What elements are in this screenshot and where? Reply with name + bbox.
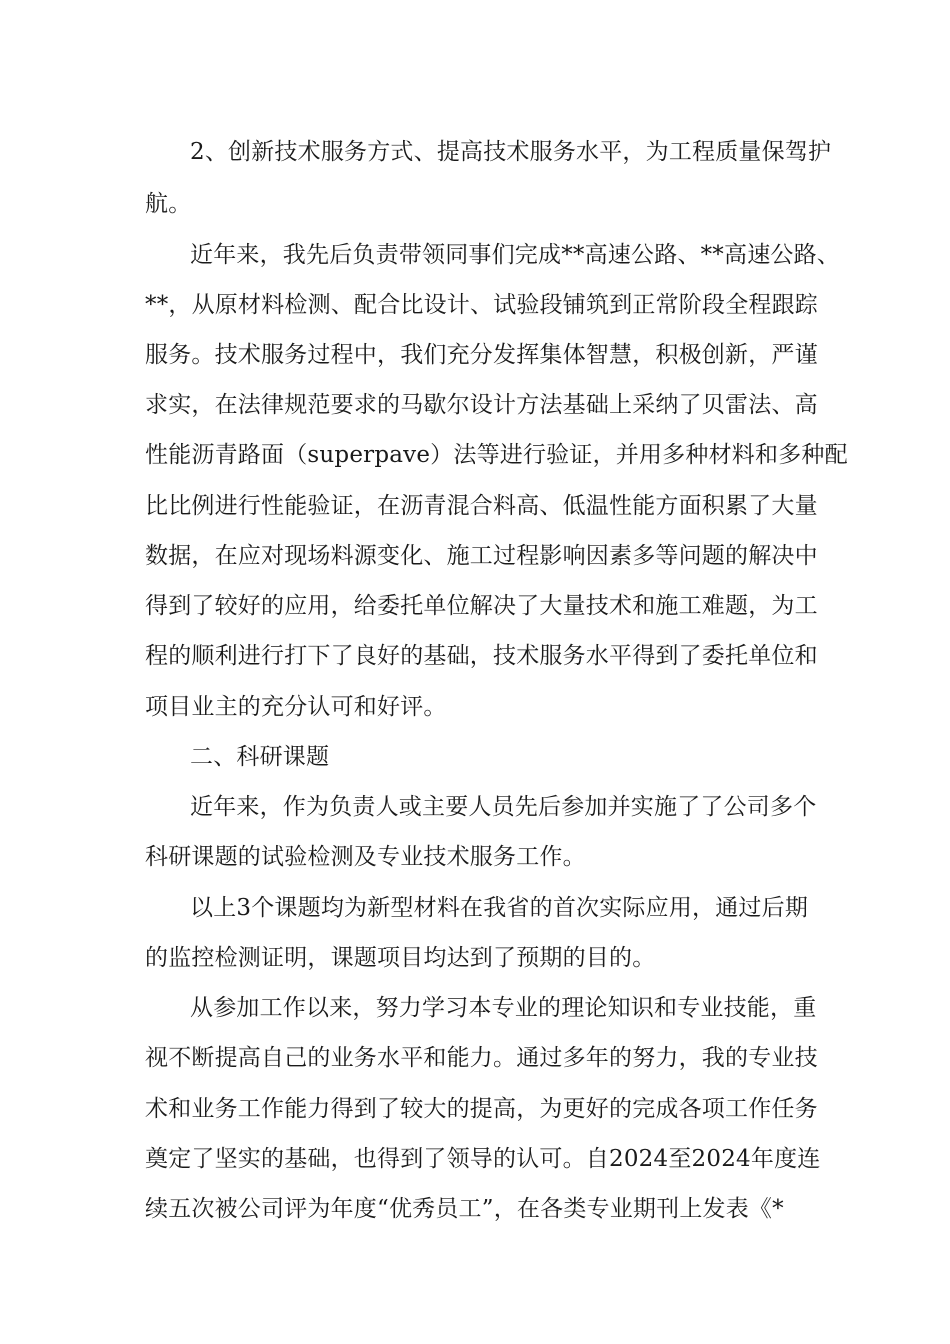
text-line: 数据，在应对现场料源变化、施工过程影响因素多等问题的解决中 [145,543,818,569]
section-heading: 二、科研课题 [190,744,330,770]
text-line: 航。 [145,191,192,217]
text-line: 比比例进行性能验证，在沥青混合料高、低温性能方面积累了大量 [145,493,818,519]
text-line: 项目业主的充分认可和好评。 [145,694,447,720]
text-line: 奠定了坚实的基础，也得到了领导的认可。自2024至2024年度连 [145,1146,821,1172]
text-line: 近年来，我先后负责带领同事们完成**高速公路、**高速公路、 [190,242,840,268]
text-line: 近年来，作为负责人或主要人员先后参加并实施了了公司多个 [190,794,817,820]
text-line: 程的顺利进行打下了良好的基础，技术服务水平得到了委托单位和 [145,643,818,669]
text-line: 的监控检测证明，课题项目均达到了预期的目的。 [145,945,656,971]
text-line: 术和业务工作能力得到了较大的提高，为更好的完成各项工作任务 [145,1096,818,1122]
text-line: **，从原材料检测、配合比设计、试验段铺筑到正常阶段全程跟踪 [145,292,818,318]
text-line: 得到了较好的应用，给委托单位解决了大量技术和施工难题，为工 [145,593,818,619]
text-line: 求实，在法律规范要求的马歇尔设计方法基础上采纳了贝雷法、高 [145,392,818,418]
text-line: 以上3个课题均为新型材料在我省的首次实际应用，通过后期 [190,895,809,921]
text-line: 性能沥青路面（superpave）法等进行验证，并用多种材料和多种配 [145,442,848,468]
text-line: 从参加工作以来，努力学习本专业的理论知识和专业技能，重 [190,995,817,1021]
text-line: 续五次被公司评为年度“优秀员工”，在各类专业期刊上发表《* [145,1196,784,1222]
text-line: 视不断提高自己的业务水平和能力。通过多年的努力，我的专业技 [145,1045,818,1071]
text-line: 科研课题的试验检测及专业技术服务工作。 [145,844,586,870]
text-line: 2、创新技术服务方式、提高技术服务水平，为工程质量保驾护 [190,139,832,165]
text-line: 服务。技术服务过程中，我们充分发挥集体智慧，积极创新，严谨 [145,342,818,368]
